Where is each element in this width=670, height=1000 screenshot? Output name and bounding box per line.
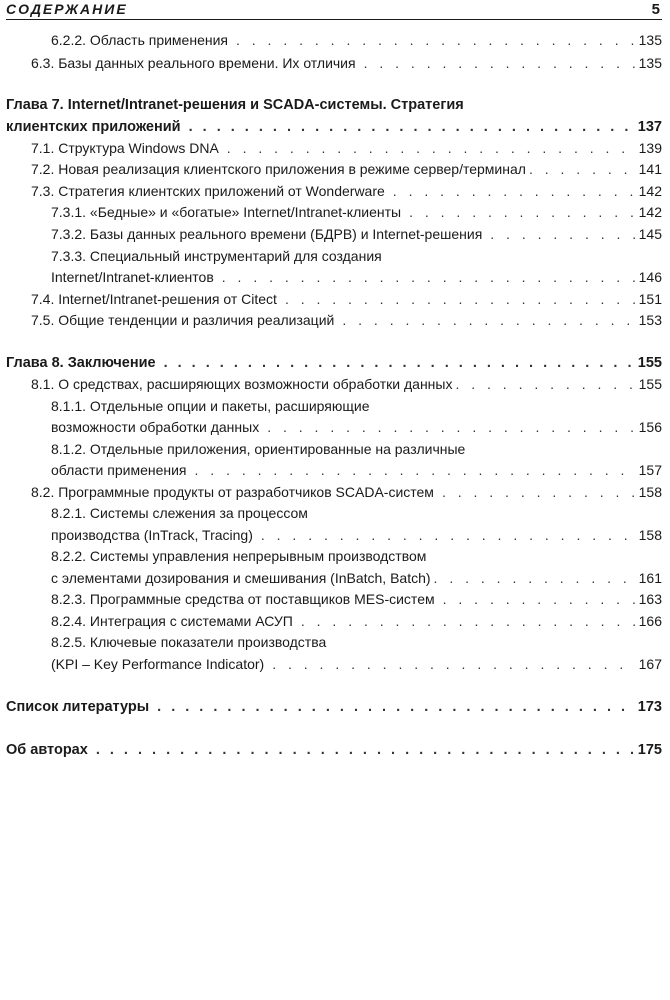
toc-page-number: 142 [638,183,662,199]
toc-entry-8-1 [31,373,662,395]
toc-entry-text: Об авторах [6,742,88,758]
chapter-7-title-line-1: Глава 7. Internet/Intranet-решения и SCADA-системы. Стратегия [6,97,464,113]
toc-page-number: 155 [637,355,662,371]
leader-dots [442,481,636,503]
toc-entry-7-3-3-line-1: 7.3.3. Специальный инструментарий для создания [51,248,382,264]
toc-page-number: 163 [638,591,662,607]
toc-page-number: 137 [637,119,662,135]
toc-page-number: 158 [638,484,662,500]
toc-entry-6-3 [31,52,662,74]
leader-dots [393,180,636,202]
leader-dots [222,266,636,288]
leader-dots [364,52,636,74]
toc-page-number: 156 [638,419,662,435]
toc-page-number: 167 [638,656,662,672]
toc-page-number: 139 [638,140,662,156]
toc-page-number: 161 [638,570,662,586]
leader-dots [301,610,636,632]
toc-page-number: 142 [638,204,662,220]
toc-entry-text: 6.3. Базы данных реального времени. Их отличия [31,55,356,71]
leader-dots [267,416,635,438]
toc-entry-text: 7.3. Стратегия клиентских приложений от Wonderware [31,183,385,199]
toc-entry-text: 8.2.4. Интеграция с системами АСУП [51,613,293,629]
toc-entry-8-2-5-line-2 [51,653,662,675]
toc-entry-7-3-3-line-2 [51,266,662,288]
chapter-7-title-line-2 [6,116,662,138]
toc-entry-7-3 [31,180,662,202]
leader-dots [490,223,635,245]
toc-entry-text: 7.3.2. Базы данных реального времени (БДРВ) и Internet-решения [51,226,483,242]
toc-entry-text: Список литературы [6,699,150,715]
toc-entry-6-2-2 [51,29,662,51]
toc-entry-7-4 [31,288,662,310]
toc-page-number: 153 [638,312,662,328]
toc-entry-text: 8.1. О средствах, расширяющих возможности обработки данных [31,376,453,392]
leader-dots [157,696,635,718]
leader-dots [409,201,636,223]
toc-entry-8-1-2-line-1: 8.1.2. Отдельные приложения, ориентированные на различные [51,441,466,457]
toc-entry-text: 8.2. Программные продукты от разработчиков SCADA-систем [31,484,434,500]
toc-entry-text: 7.4. Internet/Intranet-решения от Citect [31,291,277,307]
toc-entry-references [6,696,662,718]
toc-entry-8-2-2-line-2 [51,567,662,589]
toc-entry-text: 6.2.2. Область применения [51,32,228,48]
leader-dots [164,352,635,374]
toc-page-number: 155 [638,376,662,392]
toc-entry-8-1-2-line-2 [51,459,662,481]
toc-entry-text: клиентских приложений [6,119,181,135]
toc-entry-text: 7.1. Структура Windows DNA [31,140,219,156]
toc-page-number: 158 [638,527,662,543]
toc-entry-text: 7.2. Новая реализация клиентского приложения в режиме сервер/терминал [31,161,526,177]
leader-dots [261,524,636,546]
toc-entry-7-1 [31,137,662,159]
toc-entry-8-2-3 [51,588,662,610]
leader-dots [96,739,635,761]
toc-entry-8-2-4 [51,610,662,632]
toc-entry-8-2 [31,481,662,503]
toc-page-number: 175 [637,742,662,758]
leader-dots [236,29,636,51]
leader-dots [455,373,635,395]
toc-entry-text: Глава 8. Заключение [6,355,156,371]
leader-dots [443,588,636,610]
toc-page-number: 166 [638,613,662,629]
page-header [0,0,662,22]
toc-entry-text: (KPI – Key Performance Indicator) [51,656,265,672]
toc-entry-8-1-1-line-2 [51,416,662,438]
toc-entry-8-1-1-line-1: 8.1.1. Отдельные опции и пакеты, расширяющие [51,398,370,414]
toc-page-number: 141 [638,161,662,177]
toc-entry-8-2-1-line-2 [51,524,662,546]
chapter-8-title [6,352,662,374]
toc-page-number: 135 [638,55,662,71]
toc-entry-about-authors [6,739,662,761]
toc-entry-text: с элементами дозирования и смешивания (InBatch, Batch) [51,570,431,586]
toc-page-number: 145 [638,226,662,242]
toc-entry-7-3-2 [51,223,662,245]
leader-dots [529,158,636,180]
toc-page-number: 135 [638,32,662,48]
toc-page-number: 157 [638,462,662,478]
toc-entry-text: 8.2.3. Программные средства от поставщиков MES-систем [51,591,435,607]
header-rule [6,19,662,20]
leader-dots [227,137,636,159]
running-header-title: СОДЕРЖАНИЕ [6,1,128,17]
toc-page-number: 146 [638,269,662,285]
leader-dots [285,288,636,310]
toc-page-number: 173 [637,699,662,715]
toc-entry-8-2-1-line-1: 8.2.1. Системы слежения за процессом [51,505,308,521]
leader-dots [189,116,635,138]
toc-entry-text: производства (InTrack, Tracing) [51,527,253,543]
leader-dots [272,653,635,675]
toc-entry-7-5 [31,309,662,331]
leader-dots [342,309,635,331]
toc-entry-text: 7.5. Общие тенденции и различия реализаций [31,312,335,328]
toc-entry-8-2-5-line-1: 8.2.5. Ключевые показатели производства [51,634,327,650]
toc-entry-7-2 [31,158,662,180]
toc-entry-8-2-2-line-1: 8.2.2. Системы управления непрерывным производством [51,548,427,564]
toc-entry-text: возможности обработки данных [51,419,260,435]
toc-entry-text: 7.3.1. «Бедные» и «богатые» Internet/Intranet-клиенты [51,204,402,220]
leader-dots [434,567,636,589]
toc-entry-7-3-1 [51,201,662,223]
toc-entry-text: Internet/Intranet-клиентов [51,269,214,285]
leader-dots [195,459,636,481]
toc-entry-text: области применения [51,462,187,478]
toc-page-number: 151 [638,291,662,307]
page-number: 5 [651,1,660,18]
